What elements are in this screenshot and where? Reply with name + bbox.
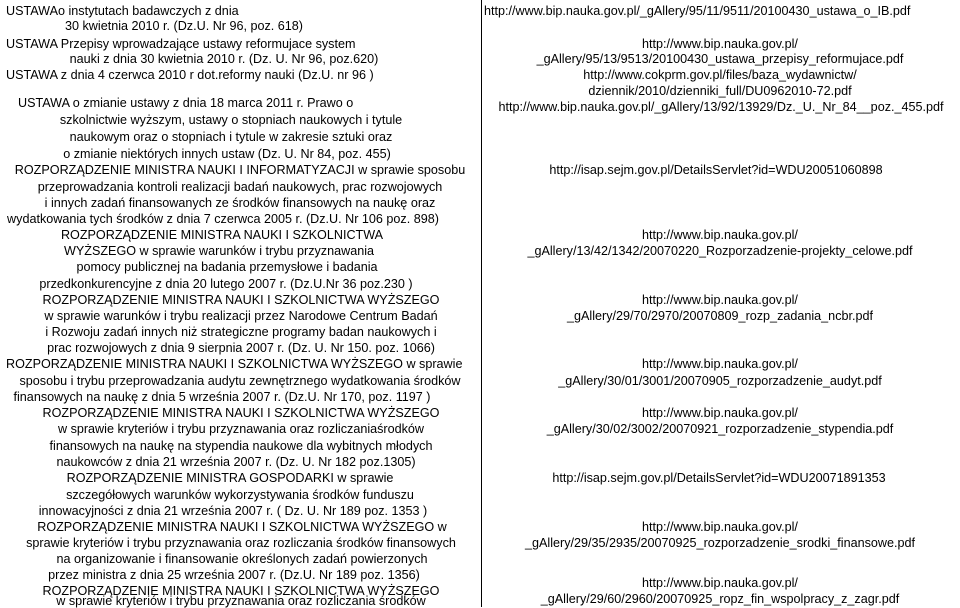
doc-5-line-2: przeprowadzania kontroli realizacji badań naukowych, prac rozwojowych (37, 180, 443, 194)
doc-11-line-2: sprawie kryteriów i trybu przyznawania oraz rozliczania środków finansowych (26, 536, 456, 550)
link-6-line-2[interactable]: _gAllery/13/42/1342/20070220_Rozporzadzenie-projekty_celowe.pdf (527, 244, 913, 258)
link-12-line-2[interactable]: _gAllery/29/60/2960/20070925_ropz_fin_wspolpracy_z_zagr.pdf (540, 592, 900, 606)
doc-4-line-3: naukowym oraz o stopniach i tytule w zakresie sztuki oraz (69, 130, 393, 144)
link-12-line-1[interactable]: http://www.bip.nauka.gov.pl/ (642, 576, 798, 590)
doc-11-line-1: ROZPORZĄDZENIE MINISTRA NAUKI I SZKOLNICTWA WYŻSZEGO w (37, 520, 447, 534)
doc-4-line-1: USTAWA o zmianie ustawy z dnia 18 marca 2011 r. Prawo o (18, 96, 354, 110)
link-11-line-2[interactable]: _gAllery/29/35/2935/20070925_rozporzadzenie_srodki_finansowe.pdf (525, 536, 915, 550)
doc-8-line-1: ROZPORZĄDZENIE MINISTRA NAUKI I SZKOLNICTWA WYŻSZEGO w sprawie (6, 357, 463, 371)
column-divider (481, 0, 482, 607)
doc-7-line-2: w sprawie warunków i trybu realizacji przez Narodowe Centrum Badań (44, 309, 438, 323)
link-5[interactable]: http://isap.sejm.gov.pl/DetailsServlet?id=WDU20051060898 (549, 163, 883, 177)
doc-3-line-1: USTAWA z dnia 4 czerwca 2010 r dot.reformy nauki (Dz.U. nr 96 ) (6, 68, 374, 82)
doc-7-line-3: i Rozwoju zadań innych niż strategiczne programy badan naukowych i (45, 325, 437, 339)
link-3-line-1[interactable]: http://www.cokprm.gov.pl/files/baza_wydawnictw/ (583, 68, 857, 82)
doc-9-line-4: naukowców z dnia 21 września 2007 r. (Dz. U. Nr 182 poz.1305) (56, 455, 416, 469)
link-10[interactable]: http://isap.sejm.gov.pl/DetailsServlet?id=WDU20071891353 (552, 471, 886, 485)
link-2-line-2[interactable]: _gAllery/95/13/9513/20100430_ustawa_przepisy_reformujace.pdf (536, 52, 904, 66)
doc-10-line-2: szczegółowych warunków wykorzystywania środków funduszu (66, 488, 414, 502)
doc-10-line-3: innowacyjności z dnia 21 września 2007 r. ( Dz. U. Nr 189 poz. 1353 ) (38, 504, 428, 518)
doc-8-line-2: sposobu i trybu przeprowadzania audytu zewnętrznego wydatkowania środków (19, 374, 461, 388)
doc-10-line-1: ROZPORZĄDZENIE MINISTRA GOSPODARKI w sprawie (66, 471, 394, 485)
link-3-line-2[interactable]: dziennik/2010/dzienniki_full/DU0962010-72.pdf (588, 84, 852, 98)
doc-6-line-4: przedkonkurencyjne z dnia 20 lutego 2007 r. (Dz.U.Nr 36 poz.230 ) (39, 277, 413, 291)
link-1[interactable]: http://www.bip.nauka.gov.pl/_gAllery/95/11/9511/20100430_ustawa_o_IB.pdf (484, 4, 911, 18)
doc-11-line-3: na organizowanie i finansowanie określonych zadań powierzonych (56, 552, 428, 566)
doc-7-line-1: ROZPORZĄDZENIE MINISTRA NAUKI I SZKOLNICTWA WYŻSZEGO (42, 293, 440, 307)
doc-5-line-1: ROZPORZĄDZENIE MINISTRA NAUKI I INFORMATYZACJI w sprawie sposobu (14, 163, 466, 177)
link-11-line-1[interactable]: http://www.bip.nauka.gov.pl/ (642, 520, 798, 534)
link-9-line-1[interactable]: http://www.bip.nauka.gov.pl/ (642, 406, 798, 420)
doc-1-line-2: 30 kwietnia 2010 r. (Dz.U. Nr 96, poz. 618) (65, 19, 303, 33)
doc-4-line-4: o zmianie niektórych innych ustaw (Dz. U. Nr 84, poz. 455) (63, 147, 391, 161)
doc-11-line-4: przez ministra z dnia 25 września 2007 r. (Dz.U. Nr 189 poz. 1356) (48, 568, 420, 582)
link-8-line-2[interactable]: _gAllery/30/01/3001/20070905_rozporzadzenie_audyt.pdf (558, 374, 882, 388)
doc-7-line-4: prac rozwojowych z dnia 9 sierpnia 2007 r. (Dz. U. Nr 150. poz. 1066) (47, 341, 435, 355)
doc-6-line-2: WYŻSZEGO w sprawie warunków i trybu przyznawania (63, 244, 375, 258)
doc-9-line-2: w sprawie kryteriów i trybu przyznawania oraz rozliczaniaśrodków (57, 422, 425, 436)
doc-12-line-2: w sprawie kryteriów i trybu przyznawania oraz rozliczania środków (56, 594, 426, 608)
doc-12-line-1: ROZPORZĄDZENIE MINISTRA NAUKI I SZKOLNICTWA WYŻSZEGO (42, 584, 440, 598)
link-7-line-1[interactable]: http://www.bip.nauka.gov.pl/ (642, 293, 798, 307)
link-9-line-2[interactable]: _gAllery/30/02/3002/20070921_rozporzadzenie_stypendia.pdf (546, 422, 894, 436)
link-4[interactable]: http://www.bip.nauka.gov.pl/_gAllery/13/92/13929/Dz._U._Nr_84__poz._455.pdf (498, 100, 944, 114)
doc-5-line-3: i innych zadań finansowanych ze środków finansowych na naukę oraz (44, 196, 436, 210)
doc-2-line-2: nauki z dnia 30 kwietnia 2010 r. (Dz. U. Nr 96, poz.620) (69, 52, 379, 66)
doc-9-line-1: ROZPORZĄDZENIE MINISTRA NAUKI I SZKOLNICTWA WYŻSZEGO (42, 406, 440, 420)
doc-6-line-3: pomocy publicznej na badania przemysłowe i badania (76, 260, 378, 274)
link-7-line-2[interactable]: _gAllery/29/70/2970/20070809_rozp_zadania_ncbr.pdf (567, 309, 873, 323)
doc-8-line-3: finansowych na naukę z dnia 5 września 2007 r. (Dz.U. Nr 170, poz. 1197 ) (13, 390, 431, 404)
doc-9-line-3: finansowych na naukę na stypendia naukowe dla wybitnych młodych (49, 439, 433, 453)
link-8-line-1[interactable]: http://www.bip.nauka.gov.pl/ (642, 357, 798, 371)
doc-5-line-4: wydatkowania tych środków z dnia 7 czerwca 2005 r. (Dz.U. Nr 106 poz. 898) (7, 212, 439, 226)
link-6-line-1[interactable]: http://www.bip.nauka.gov.pl/ (642, 228, 798, 242)
doc-6-line-1: ROZPORZĄDZENIE MINISTRA NAUKI I SZKOLNICTWA (60, 228, 384, 242)
doc-4-line-2: szkolnictwie wyższym, ustawy o stopniach naukowych i tytule (59, 113, 403, 127)
link-2-line-1[interactable]: http://www.bip.nauka.gov.pl/ (642, 37, 798, 51)
doc-1-line-1: USTAWAo instytutach badawczych z dnia (6, 4, 239, 18)
doc-2-line-1: USTAWA Przepisy wprowadzające ustawy reformujace system (6, 37, 356, 51)
